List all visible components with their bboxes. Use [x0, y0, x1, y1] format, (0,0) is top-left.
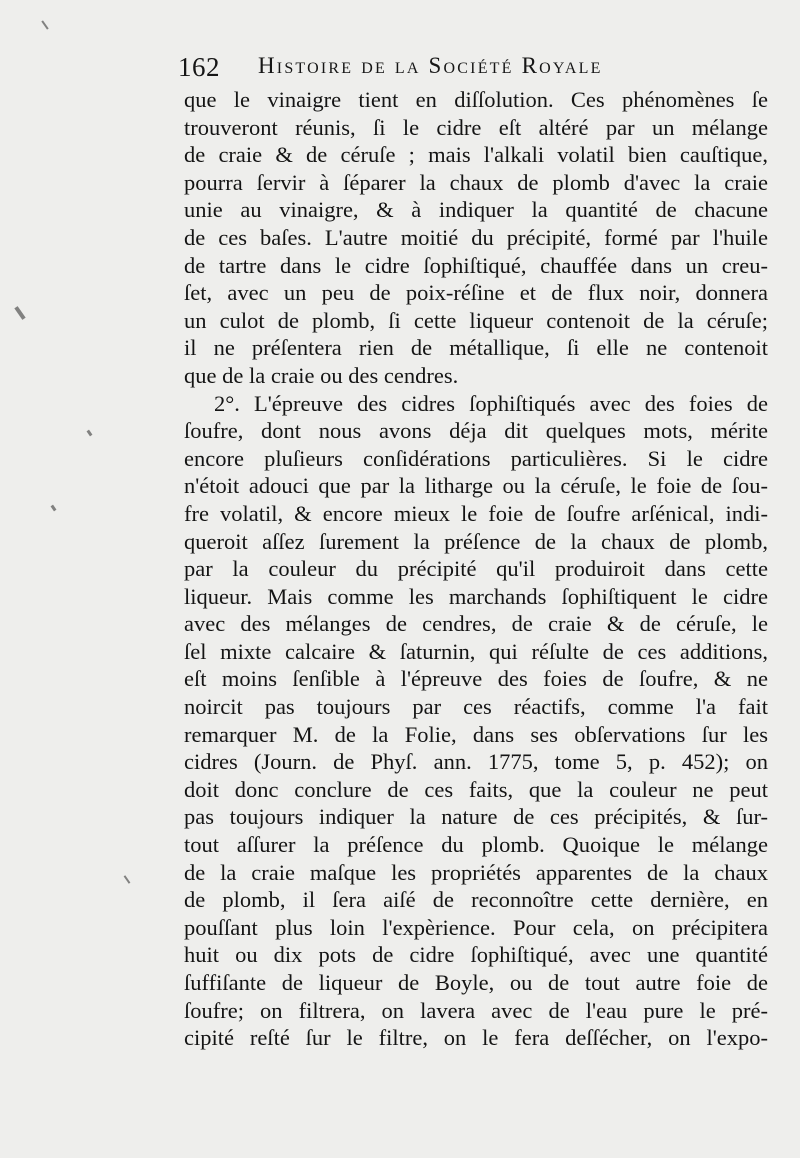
text-line: ſoufre; on filtrera, on lavera avec de l'eau pure le pré- — [184, 997, 768, 1023]
text-line: avec des mélanges de cendres, de craie & de céruſe, le — [184, 611, 768, 637]
paragraph-end-line: que de la craie ou des cendres. — [184, 362, 459, 388]
margin-mark — [14, 306, 25, 320]
text-line: ſet, avec un peu de poix-réſine et de flux noir, donnera — [184, 280, 768, 306]
text-line: de craie & de céruſe ; mais l'alkali volatil bien cauſtique, — [184, 142, 768, 168]
text-line: queroit aſſez ſurement la préſence de la chaux de plomb, — [184, 528, 768, 554]
text-line: de ces baſes. L'autre moitié du précipité, formé par l'huile — [184, 224, 768, 250]
text-line: remarquer M. de la Folie, dans ses obſervations ſur les — [184, 721, 768, 747]
page-body-text — [184, 86, 768, 1052]
text-line: il ne préſentera rien de métallique, ſi elle ne contenoit — [184, 335, 768, 361]
text-line: cidres (Journ. de Phyſ. ann. 1775, tome 5, p. 452); on — [184, 749, 768, 775]
text-line: fre volatil, & encore mieux le foie de ſoufre arſénical, indi- — [184, 500, 768, 526]
text-line: ſoufre, dont nous avons déja dit quelques mots, mérite — [184, 418, 768, 444]
margin-mark — [124, 875, 131, 884]
text-line: doit donc conclure de ces faits, que la couleur ne peut — [184, 776, 768, 802]
text-line: que le vinaigre tient en diſſolution. Ces phénomènes ſe — [184, 87, 768, 112]
text-line: pouſſant plus loin l'expèrience. Pour cela, on précipitera — [184, 914, 768, 940]
text-line: pas toujours indiquer la nature de ces précipités, & ſur- — [184, 804, 768, 830]
text-line: eſt moins ſenſible à l'épreuve des foies de ſoufre, & ne — [184, 666, 768, 692]
text-line: liqueur. Mais comme les marchands ſophiſtiquent le cidre — [184, 583, 768, 609]
page-header — [178, 52, 698, 88]
text-line: de la craie maſque les propriétés apparentes de la chaux — [184, 859, 768, 885]
page-number: 162 — [178, 52, 220, 82]
margin-mark — [87, 430, 93, 437]
margin-mark — [51, 505, 57, 512]
text-line: de plomb, il ſera aiſé de reconnoître cette dernière, en — [184, 887, 768, 913]
text-line: tout aſſurer la préſence du plomb. Quoique le mélange — [184, 832, 768, 858]
running-title: Histoire de la Société Royale — [258, 53, 603, 78]
text-line: cipité reſté ſur le filtre, on le fera deſſécher, on l'expo- — [184, 1025, 768, 1051]
text-line: unie au vinaigre, & à indiquer la quantité de chacune — [184, 197, 768, 223]
text-line: huit ou dix pots de cidre ſophiſtiqué, avec une quantité — [184, 942, 768, 968]
text-line: ſel mixte calcaire & ſaturnin, qui réſulte de ces additions, — [184, 638, 768, 664]
text-line: ſuffiſante de liqueur de Boyle, ou de tout autre foie de — [184, 970, 768, 995]
paragraph-start-line: 2°. L'épreuve des cidres ſophiſtiqués avec des foies de — [214, 390, 768, 416]
text-line: par la couleur du précipité qu'il produiroit dans cette — [184, 556, 768, 582]
text-line: pourra ſervir à ſéparer la chaux de plomb d'avec la craie — [184, 169, 768, 195]
text-line: trouveront réunis, ſi le cidre eſt altéré par un mélange — [184, 114, 768, 140]
text-line: noircit pas toujours par ces réactifs, comme l'a fait — [184, 694, 768, 720]
text-line: un culot de plomb, ſi cette liqueur contenoit de la céruſe; — [184, 307, 768, 333]
text-line: n'étoit adouci que par la litharge ou la céruſe, le foie de ſou- — [184, 473, 768, 499]
text-line: encore pluſieurs conſidérations particulières. Si le cidre — [184, 445, 768, 471]
text-line: de tartre dans le cidre ſophiſtiqué, chauffée dans un creu- — [184, 252, 768, 278]
margin-mark — [41, 20, 48, 29]
